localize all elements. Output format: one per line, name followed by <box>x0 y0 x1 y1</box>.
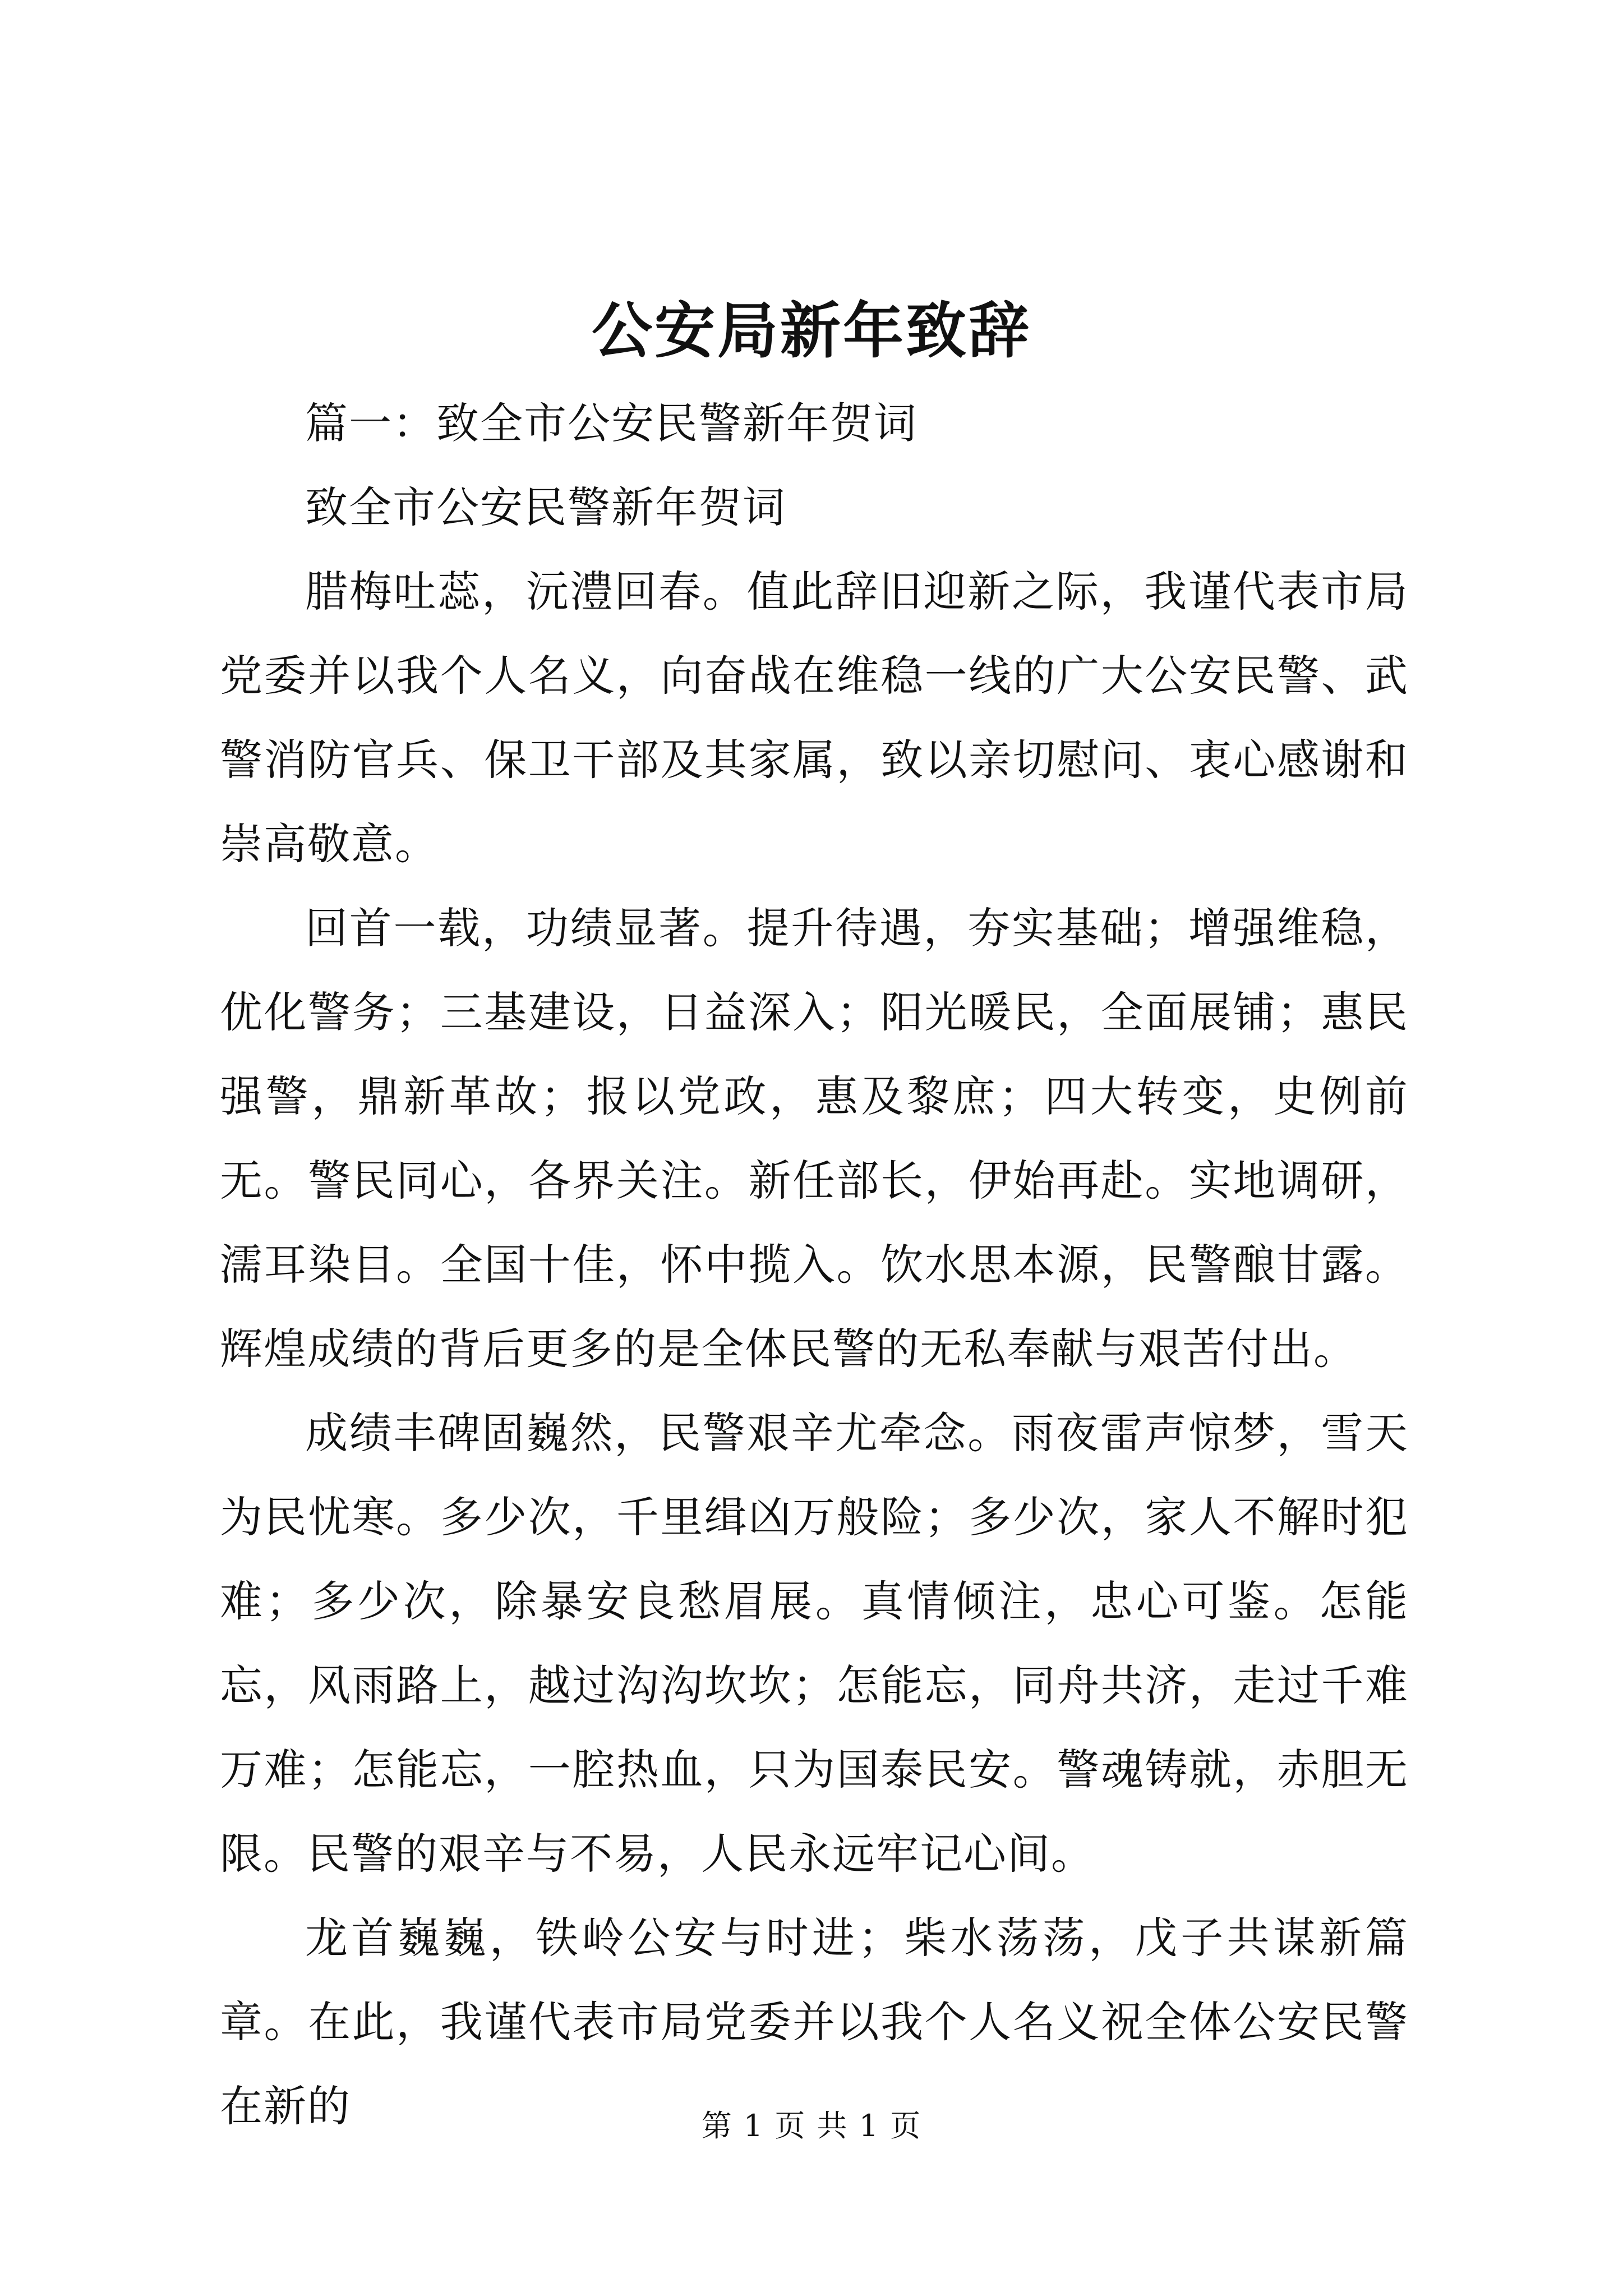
page-number-footer: 第 1 页 共 1 页 <box>701 2108 922 2143</box>
document-body <box>220 381 1409 2148</box>
paragraph-1: 腊梅吐蕊，沅澧回春。值此辞旧迎新之际，我谨代表市局党委并以我个人名义，向奋战在维稳一线的广大公安民警、武警消防官兵、保卫干部及其家属，致以亲切慰问、衷心感谢和崇高敬意。 <box>220 567 1409 869</box>
document-title: 公安局新年致辞 <box>591 296 1031 366</box>
paragraph-2: 回首一载，功绩显著。提升待遇，夯实基础；增强维稳，优化警务；三基建设，日益深入；阳光暖民，全面展铺；惠民强警，鼎新革故；报以党政，惠及黎庶；四大转变，史例前无。警民同心，各界关注。新任部长，伊始再赴。实地调研，濡耳染目。全国十佳，怀中揽入。饮水思本源，民警酿甘露。辉煌成绩的背后更多的是全体民警的无私奉献与艰苦付出。 <box>220 903 1409 1374</box>
section-heading: 篇一：致全市公安民警新年贺词 <box>305 398 917 448</box>
paragraph-4: 龙首巍巍，铁岭公安与时进；柴水荡荡，戊子共谋新篇章。在此，我谨代表市局党委并以我个人名义祝全体公安民警在新的 <box>220 1913 1409 2131</box>
paragraph-3: 成绩丰碑固巍然，民警艰辛尤牵念。雨夜雷声惊梦，雪天为民忧寒。多少次，千里缉凶万般险；多少次，家人不解时犯难；多少次，除暴安良愁眉展。真情倾注，忠心可鉴。怎能忘，风雨路上，越过沟沟坎坎；怎能忘，同舟共济，走过千难万难；怎能忘，一腔热血，只为国泰民安。警魂铸就，赤胆无限。民警的艰辛与不易，人民永远牢记心间。 <box>220 1408 1409 1879</box>
subheading: 致全市公安民警新年贺词 <box>305 482 786 532</box>
